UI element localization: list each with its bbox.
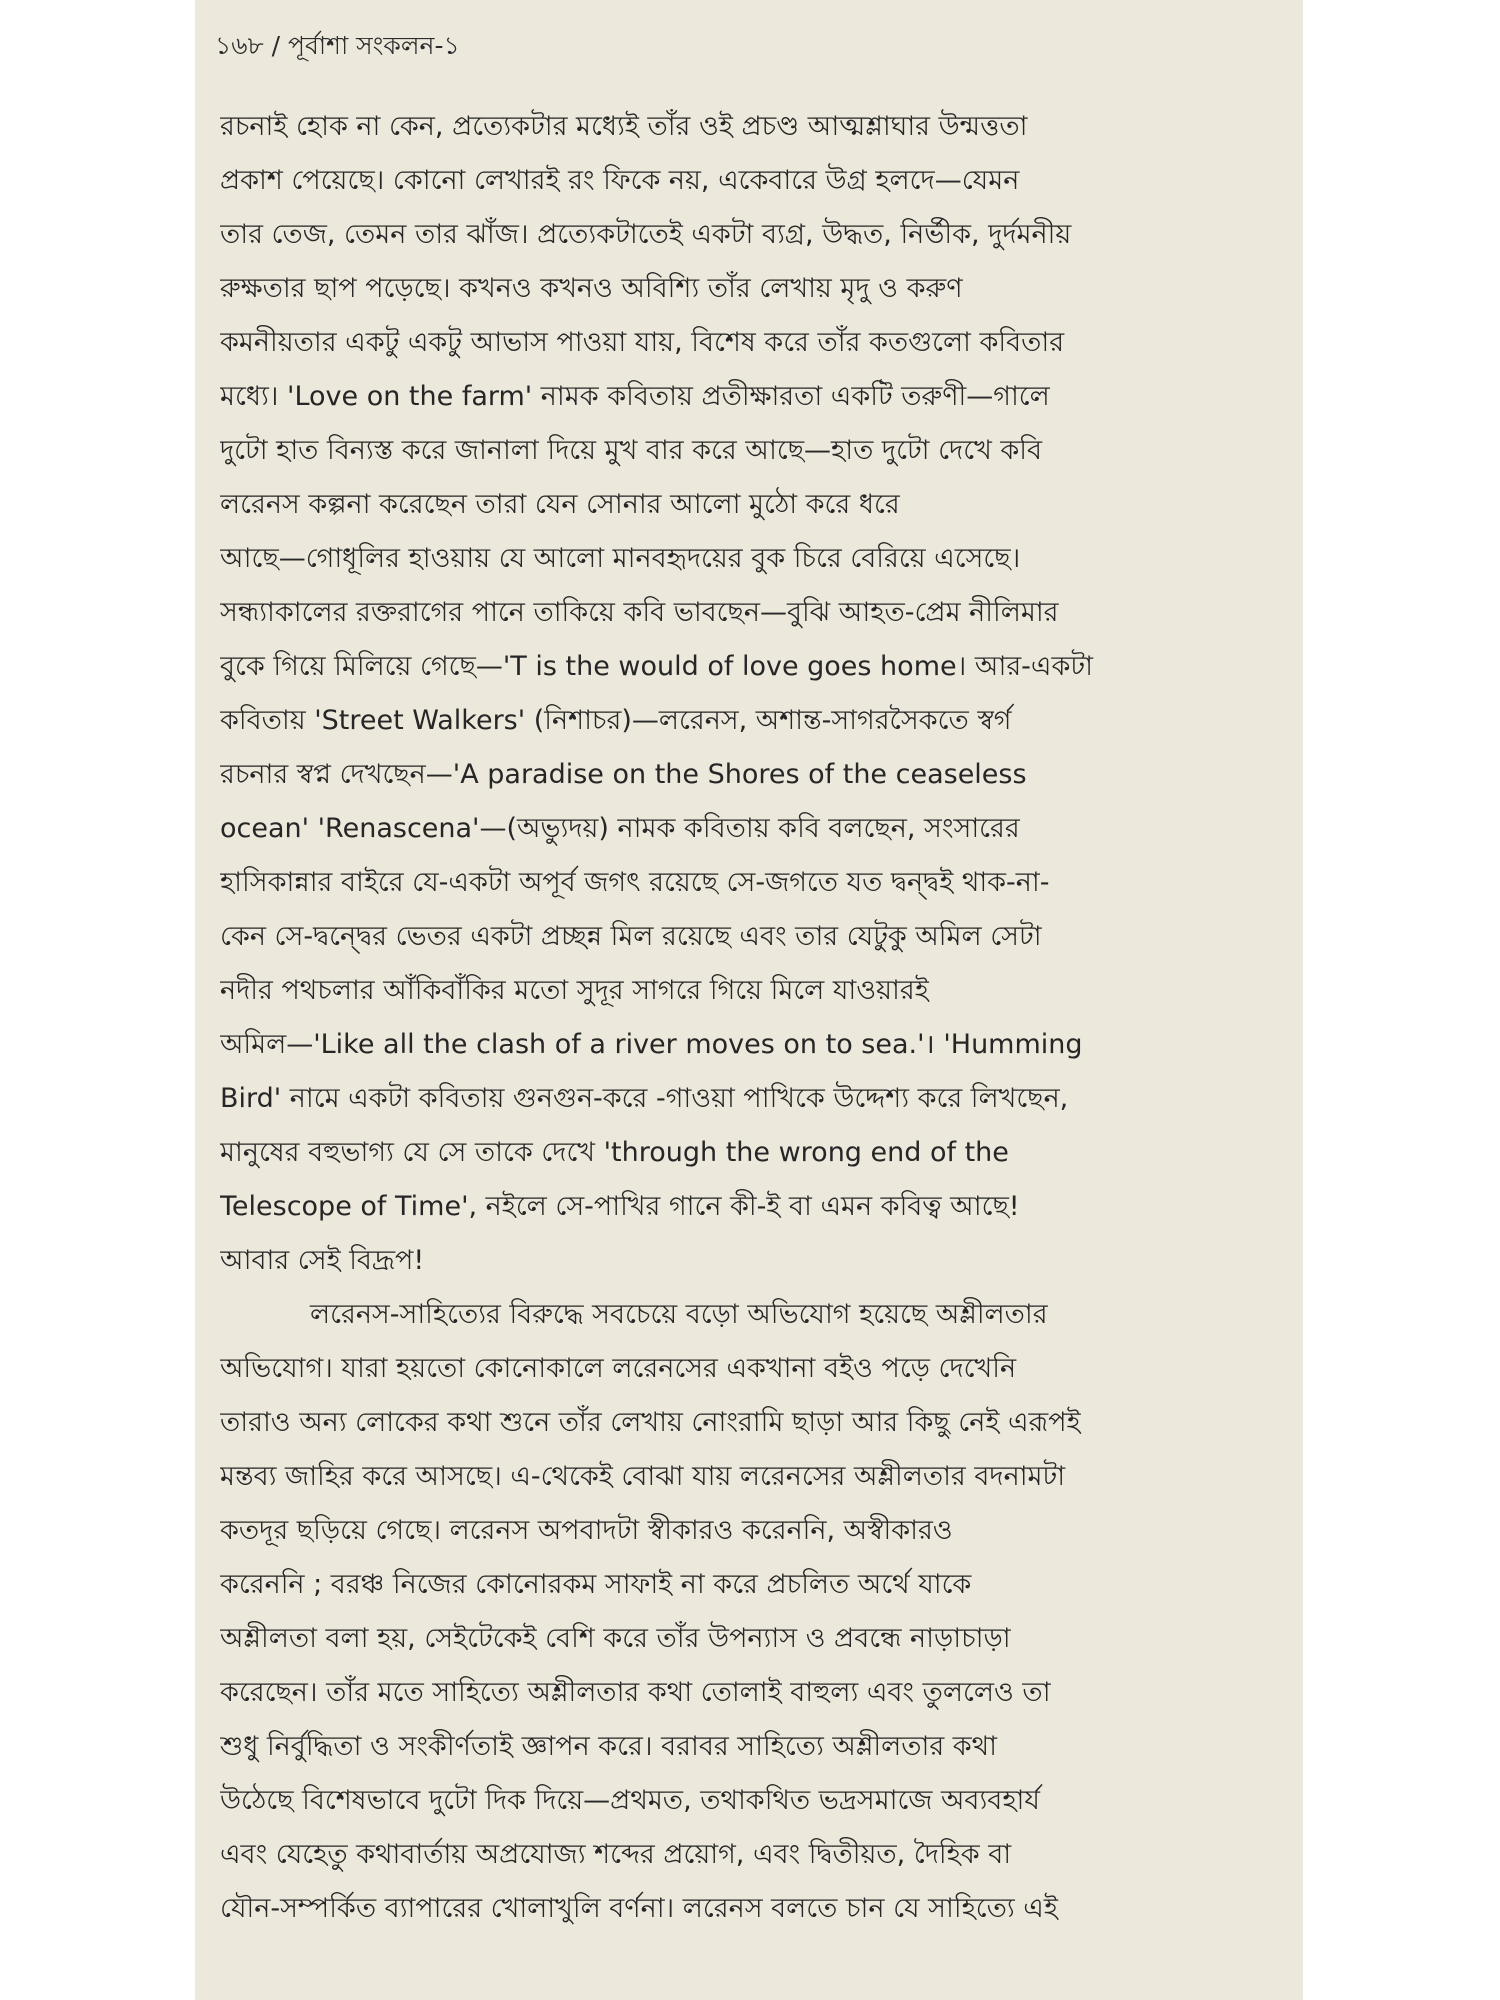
text-line: উঠেছে বিশেষভাবে দুটো দিক দিয়ে—প্রথমত, তথাকথিত ভদ্রসমাজে অব্যবহার্য	[220, 1785, 1040, 1816]
text-line: মধ্যে। 'Love on the farm' নামক কবিতায় প্রতীক্ষারতা একটি তরুণী—গালে	[220, 381, 1050, 412]
text-line: নদীর পথচলার আঁকিবাঁকির মতো সুদূর সাগরে গিয়ে মিলে যাওয়ারই	[220, 975, 929, 1006]
text-line: করেননি ; বরঞ্চ নিজের কোনোরকম সাফাই না করে প্রচলিত অর্থে যাকে	[220, 1569, 972, 1600]
text-line: কতদূর ছড়িয়ে গেছে। লরেনস অপবাদটা স্বীকারও করেননি, অস্বীকারও	[220, 1515, 953, 1546]
text-line: তার তেজ, তেমন তার ঝাঁজ। প্রত্যেকটাতেই একটা ব্যগ্র, উদ্ধত, নির্ভীক, দুর্দমনীয়	[220, 219, 1072, 250]
text-line: আবার সেই বিদ্রূপ!	[220, 1245, 425, 1276]
body-text	[220, 100, 1274, 1936]
text-line: কবিতায় 'Street Walkers' (নিশাচর)—লরেনস, অশান্ত-সাগরসৈকতে স্বর্গ	[220, 705, 1012, 736]
book-page	[195, 0, 1303, 2000]
text-line: রুক্ষতার ছাপ পড়েছে। কখনও কখনও অবিশ্যি তাঁর লেখায় মৃদু ও করুণ	[220, 273, 963, 304]
text-line: তারাও অন্য লোকের কথা শুনে তাঁর লেখায় নোংরামি ছাড়া আর কিছু নেই এরূপই	[220, 1407, 1081, 1438]
text-line: অভিযোগ। যারা হয়তো কোনোকালে লরেনসের একখানা বইও পড়ে দেখেনি	[220, 1353, 1017, 1384]
header-separator: /	[263, 31, 289, 60]
page-header	[215, 26, 460, 69]
text-line: কেন সে-দ্বন্দ্বের ভেতর একটা প্রচ্ছন্ন মিল রয়েছে এবং তার যেটুকু অমিল সেটা	[220, 921, 1042, 952]
text-line: মন্তব্য জাহির করে আসছে। এ-থেকেই বোঝা যায় লরেনসের অশ্লীলতার বদনামটা	[220, 1461, 1066, 1492]
text-line: মানুষের বহুভাগ্য যে সে তাকে দেখে 'through the wrong end of the	[220, 1137, 1009, 1168]
text-line: হাসিকান্নার বাইরে যে-একটা অপূর্ব জগৎ রয়েছে সে-জগতে যত দ্বন্দ্বই থাক-না-	[220, 867, 1050, 898]
text-line: যৌন-সম্পর্কিত ব্যাপারের খোলাখুলি বর্ণনা। লরেনস বলতে চান যে সাহিত্যে এই	[220, 1893, 1058, 1924]
text-line: বুকে গিয়ে মিলিয়ে গেছে—'T is the would of love goes home। আর-একটা	[220, 651, 1093, 682]
text-line: শুধু নির্বুদ্ধিতা ও সংকীর্ণতাই জ্ঞাপন করে। বরাবর সাহিত্যে অশ্লীলতার কথা	[220, 1731, 997, 1762]
text-line: সন্ধ্যাকালের রক্তরাগের পানে তাকিয়ে কবি ভাবছেন—বুঝি আহত-প্রেম নীলিমার	[220, 597, 1059, 628]
text-line: Telescope of Time', নইলে সে-পাখির গানে কী-ই বা এমন কবিত্ব আছে!	[220, 1191, 1020, 1222]
text-line: রচনাই হোক না কেন, প্রত্যেকটার মধ্যেই তাঁর ওই প্রচণ্ড আত্মশ্লাঘার উন্মত্ততা	[220, 111, 1028, 142]
paragraph-start-line: লরেনস-সাহিত্যের বিরুদ্ধে সবচেয়ে বড়ো অভিযোগ হয়েছে অশ্লীলতার	[310, 1299, 1048, 1330]
text-line: অমিল—'Like all the clash of a river moves on to sea.'। 'Humming	[220, 1029, 1083, 1060]
text-line: লরেনস কল্পনা করেছেন তারা যেন সোনার আলো মুঠো করে ধরে	[220, 489, 900, 520]
page-number: ১৬৮	[215, 31, 264, 60]
text-line: প্রকাশ পেয়েছে। কোনো লেখারই রং ফিকে নয়, একেবারে উগ্র হলদে—যেমন	[220, 165, 1020, 196]
text-line: Bird' নামে একটা কবিতায় গুনগুন-করে -গাওয়া পাখিকে উদ্দেশ্য করে লিখছেন,	[220, 1083, 1069, 1114]
text-line: আছে—গোধূলির হাওয়ায় যে আলো মানবহৃদয়ের বুক চিরে বেরিয়ে এসেছে।	[220, 543, 1021, 574]
text-line: ocean' 'Renascena'—(অভ্যুদয়) নামক কবিতায় কবি বলছেন, সংসারের	[220, 813, 1020, 844]
text-line: অশ্লীলতা বলা হয়, সেইটেকেই বেশি করে তাঁর উপন্যাস ও প্রবন্ধে নাড়াচাড়া	[220, 1623, 1011, 1654]
text-line: করেছেন। তাঁর মতে সাহিত্যে অশ্লীলতার কথা তোলাই বাহুল্য এবং তুললেও তা	[220, 1677, 1051, 1708]
text-line: এবং যেহেতু কথাবার্তায় অপ্রযোজ্য শব্দের প্রয়োগ, এবং দ্বিতীয়ত, দৈহিক বা	[220, 1839, 1012, 1870]
book-title: পূর্বাশা সংকলন-১	[288, 31, 460, 60]
text-line: রচনার স্বপ্ন দেখছেন—'A paradise on the Shores of the ceaseless	[220, 759, 1027, 790]
text-line: কমনীয়তার একটু একটু আভাস পাওয়া যায়, বিশেষ করে তাঁর কতগুলো কবিতার	[220, 327, 1065, 358]
text-line: দুটো হাত বিন্যস্ত করে জানালা দিয়ে মুখ বার করে আছে—হাত দুটো দেখে কবি	[220, 435, 1043, 466]
